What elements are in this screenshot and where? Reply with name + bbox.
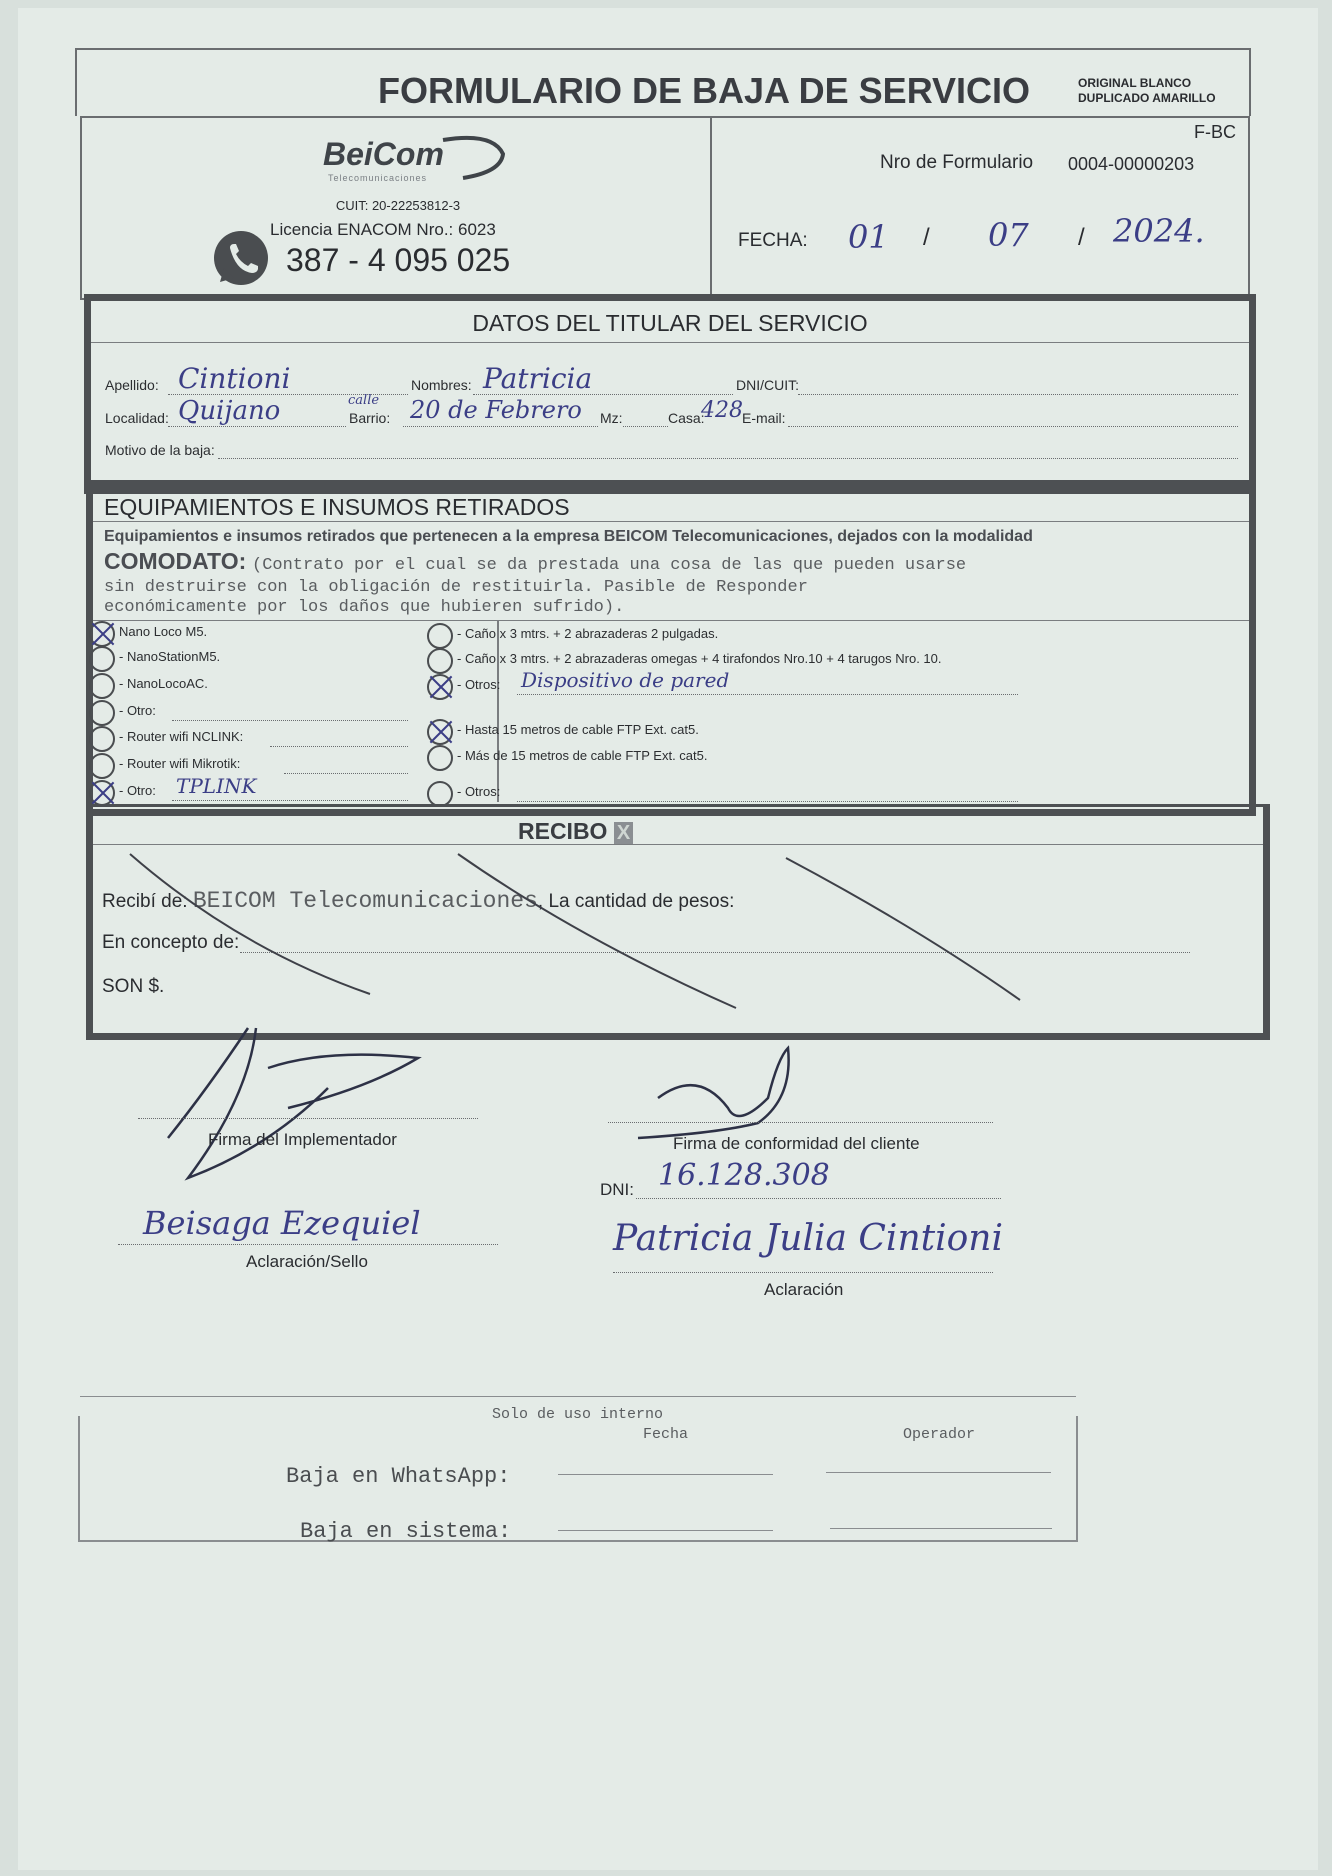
date-label: FECHA: — [738, 230, 808, 251]
client-signature — [618, 1038, 838, 1148]
cancel-stroke-2 — [458, 854, 736, 1008]
client-name-label: Aclaración — [764, 1280, 844, 1299]
implementer-signature-line — [138, 1118, 478, 1119]
copies-line-1: ORIGINAL BLANCO — [1078, 76, 1192, 90]
received-from-value: BEICOM Telecomunicaciones — [192, 888, 538, 914]
cancel-stroke-3 — [786, 858, 1020, 1000]
internal-row-sistema: Baja en sistema: — [300, 1519, 512, 1544]
received-from-label: Recibí de: — [102, 891, 188, 912]
implementer-signature-label: Firma del Implementador — [208, 1130, 397, 1149]
sistema-operator-line — [830, 1528, 1052, 1529]
internal-title: Solo de uso interno — [492, 1406, 664, 1423]
barrio-value: 20 de Febrero — [410, 396, 582, 424]
right-equipment-item-2-label: - Otros: — [457, 677, 501, 692]
date-sep-2: / — [1078, 224, 1085, 251]
form-title: FORMULARIO DE BAJA DE SERVICIO — [378, 70, 1031, 111]
concept-label: En concepto de: — [102, 932, 240, 953]
apellido-value: Cintioni — [178, 362, 291, 395]
localidad-label: Localidad: — [105, 410, 169, 426]
form-number-label: Nro de Formulario — [880, 152, 1034, 173]
date-year: 2024. — [1113, 212, 1205, 250]
client-dni-line — [636, 1198, 1001, 1199]
localidad-value: Quijano — [178, 396, 281, 426]
company-license: Licencia ENACOM Nro.: 6023 — [270, 220, 496, 239]
whatsapp-date-line — [558, 1474, 773, 1475]
whatsapp-operator-line — [826, 1472, 1051, 1473]
receipt-title-text: RECIBO — [518, 818, 608, 844]
left-equipment-item-6-value: TPLINK — [176, 774, 257, 798]
left-equipment-item-5-label: - Router wifi Mikrotik: — [119, 756, 241, 771]
barrio-label: Barrio: — [349, 410, 391, 426]
casa-value: 428 — [701, 398, 743, 423]
left-equipment-item-4-label: - Router wifi NCLINK: — [119, 729, 244, 744]
holder-section-title: DATOS DEL TITULAR DEL SERVICIO — [472, 310, 868, 336]
logo-text: BeiCom — [323, 136, 444, 172]
email-label: E-mail: — [742, 410, 786, 426]
implementer-name: Beisaga Ezequiel — [143, 1204, 421, 1242]
client-dni-value: 16.128.308 — [658, 1158, 830, 1193]
receipt-cancel-strokes — [18, 8, 1318, 1048]
implementer-name-label: Aclaración/Sello — [246, 1252, 368, 1271]
comodato-line-3: económicamente por los daños que hubieren sufrido). — [104, 598, 625, 617]
client-signature-line — [608, 1122, 993, 1123]
internal-row-whatsapp: Baja en WhatsApp: — [286, 1464, 511, 1489]
company-cuit: CUIT: 20-22253812-3 — [335, 198, 461, 213]
company-phone: 387 - 4 095 025 — [286, 242, 511, 278]
date-month: 07 — [988, 216, 1029, 254]
amount-label: , La cantidad de pesos: — [537, 891, 735, 912]
internal-col-date: Fecha — [643, 1426, 689, 1443]
client-name: Patricia Julia Cintioni — [613, 1218, 1003, 1259]
casa-label: Casa: — [668, 410, 705, 426]
internal-col-operator: Operador — [903, 1426, 976, 1443]
right-equipment-item-3-label: - Hasta 15 metros de cable FTP Ext. cat5. — [457, 722, 699, 737]
son-label: SON $. — [102, 976, 165, 997]
form-number: 0004-00000203 — [1068, 154, 1195, 174]
right-equipment-item-1-label: - Caño x 3 mtrs. + 2 abrazaderas omegas + 4 tirafondos Nro.10 + 4 tarugos Nro. 10. — [457, 651, 942, 666]
form-paper — [18, 8, 1318, 1870]
form-code: F-BC — [1194, 122, 1236, 142]
comodato-label: COMODATO: — [104, 548, 247, 574]
logo-subtitle: Telecomunicaciones — [328, 173, 428, 183]
nombres-value: Patricia — [483, 362, 593, 395]
dni-label: DNI/CUIT: — [736, 377, 799, 393]
equipment-section-title: EQUIPAMIENTOS E INSUMOS RETIRADOS — [104, 494, 570, 520]
date-day: 01 — [848, 218, 889, 256]
calle-note: calle — [348, 393, 380, 408]
mz-label: Mz: — [600, 410, 623, 426]
left-equipment-item-2-label: - NanoLocoAC. — [119, 676, 208, 691]
apellido-label: Apellido: — [105, 377, 159, 393]
copies-line-2: DUPLICADO AMARILLO — [1078, 91, 1216, 105]
client-name-line — [613, 1272, 993, 1273]
right-equipment-item-0-label: - Caño x 3 mtrs. + 2 abrazaderas 2 pulgadas. — [457, 626, 719, 641]
implementer-signature — [148, 1008, 448, 1198]
implementer-name-line — [118, 1244, 498, 1245]
receipt-mark: X — [614, 822, 633, 844]
client-signature-label: Firma de conformidad del cliente — [673, 1134, 920, 1153]
right-equipment-item-4-label: - Más de 15 metros de cable FTP Ext. cat5. — [457, 748, 708, 763]
left-equipment-item-1-label: - NanoStationM5. — [119, 649, 221, 664]
motivo-label: Motivo de la baja: — [105, 442, 215, 458]
client-dni-label: DNI: — [600, 1180, 634, 1199]
right-equipment-item-5-label: - Otros: — [457, 784, 501, 799]
left-equipment-item-3-label: - Otro: — [119, 703, 156, 718]
date-sep-1: / — [923, 224, 930, 251]
comodato-line-1: (Contrato por el cual se da prestada una cosa de las que pueden usarse — [252, 556, 967, 575]
left-equipment-item-6-label: - Otro: — [119, 783, 156, 798]
sistema-date-line — [558, 1530, 773, 1531]
left-equipment-item-0-label: Nano Loco M5. — [119, 624, 208, 639]
nombres-label: Nombres: — [411, 377, 472, 393]
cancel-stroke-1 — [130, 854, 370, 994]
internal-top-rule — [80, 1396, 1076, 1397]
right-equipment-item-2-value: Dispositivo de pared — [521, 668, 730, 692]
equipment-intro: Equipamientos e insumos retirados que pertenecen a la empresa BEICOM Telecomunicaciones, dejados con la modalidad — [104, 528, 1033, 545]
comodato-line-2: sin destruirse con la obligación de restituirla. Pasible de Responder — [104, 578, 808, 597]
